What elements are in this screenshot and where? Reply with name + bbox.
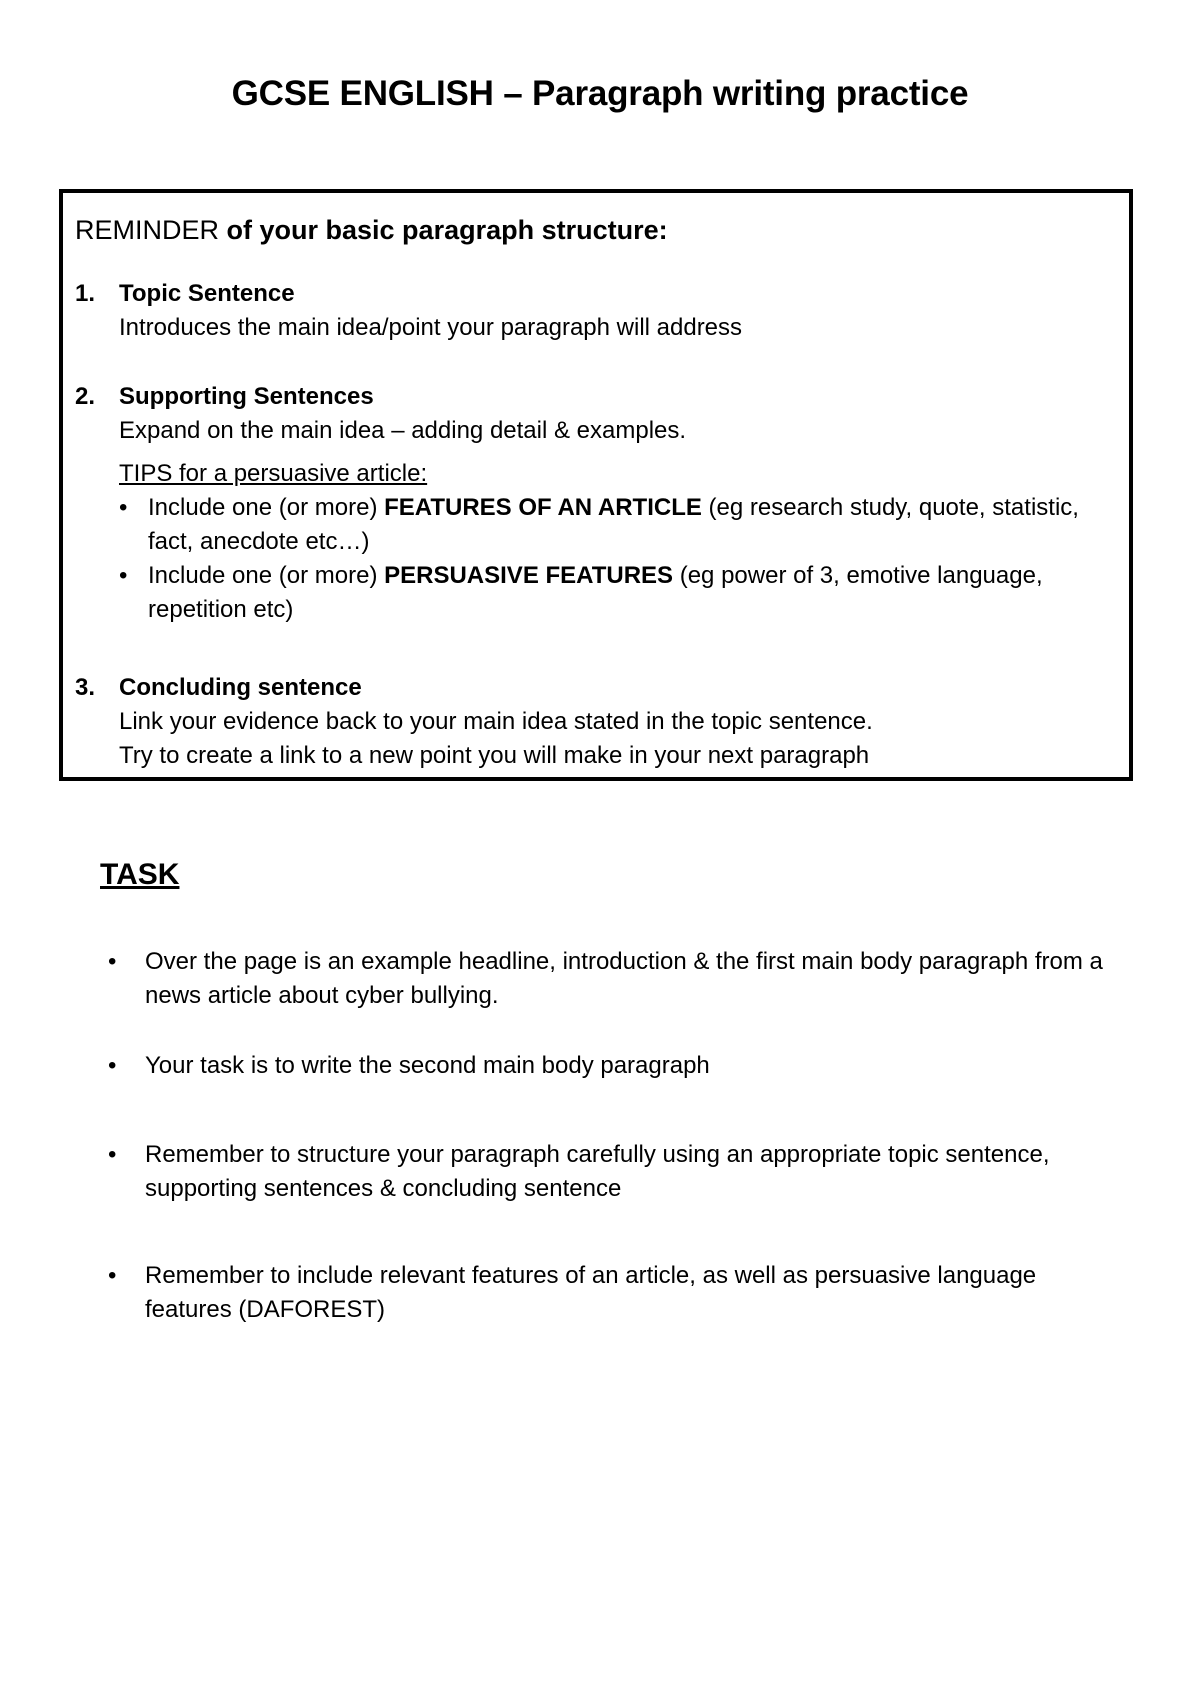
item-line: Try to create a link to a new point you will make in your next paragraph (119, 742, 870, 769)
tip-prefix: Include one (or more) (148, 494, 385, 521)
tip-bold: PERSUASIVE FEATURES (384, 562, 674, 589)
bullet-icon: • (108, 1052, 117, 1079)
task-bullet (108, 1049, 1128, 1083)
tips-title: TIPS for a persuasive article: (119, 460, 428, 487)
reminder-heading (75, 215, 668, 246)
page-title: GCSE ENGLISH – Paragraph writing practice (231, 74, 969, 113)
tips-section (119, 457, 1119, 627)
bullet-icon: • (108, 1262, 117, 1289)
task-bullet (108, 1259, 1128, 1327)
task-bullet-text: Your task is to write the second main body paragraph (145, 1052, 710, 1079)
task-bullet (108, 1138, 1128, 1206)
item-number: 3. (75, 674, 96, 701)
item-heading: Supporting Sentences (119, 383, 374, 410)
tip-suffix: (eg research study, quote, statistic, fact, anecdote etc…) (148, 494, 1079, 555)
task-bullet-text: Remember to structure your paragraph carefully using an appropriate topic sentence, supporting sentences & concluding sentence (145, 1141, 1050, 1202)
item-heading: Concluding sentence (119, 674, 362, 701)
item-number: 2. (75, 383, 96, 410)
item-number: 1. (75, 280, 96, 307)
tip-bold: FEATURES OF AN ARTICLE (384, 494, 702, 521)
bullet-icon: • (108, 1141, 117, 1168)
task-bullet-text: Over the page is an example headline, introduction & the first main body paragraph from a news article about cyber bullying. (145, 948, 1103, 1009)
bullet-icon: • (108, 948, 117, 975)
item-heading: Topic Sentence (119, 280, 295, 307)
item-line: Introduces the main idea/point your paragraph will address (119, 314, 743, 341)
item-line: Expand on the main idea – adding detail & examples. (119, 417, 687, 444)
task-heading: TASK (100, 858, 180, 891)
task-bullet-text: Remember to include relevant features of an article, as well as persuasive language features (DAFOREST) (145, 1262, 1037, 1323)
item-line: Link your evidence back to your main idea stated in the topic sentence. (119, 708, 873, 735)
reminder-heading-prefix: REMINDER (75, 215, 220, 245)
bullet-icon: • (119, 562, 128, 589)
tip-item (119, 491, 1119, 559)
bullet-icon: • (119, 494, 128, 521)
tip-item (119, 559, 1119, 627)
tip-suffix: (eg power of 3, emotive language, repetition etc) (148, 562, 1043, 623)
tip-prefix: Include one (or more) (148, 562, 385, 589)
task-bullet (108, 945, 1128, 1013)
reminder-box (59, 189, 1133, 781)
reminder-heading-rest: of your basic paragraph structure: (219, 215, 668, 245)
